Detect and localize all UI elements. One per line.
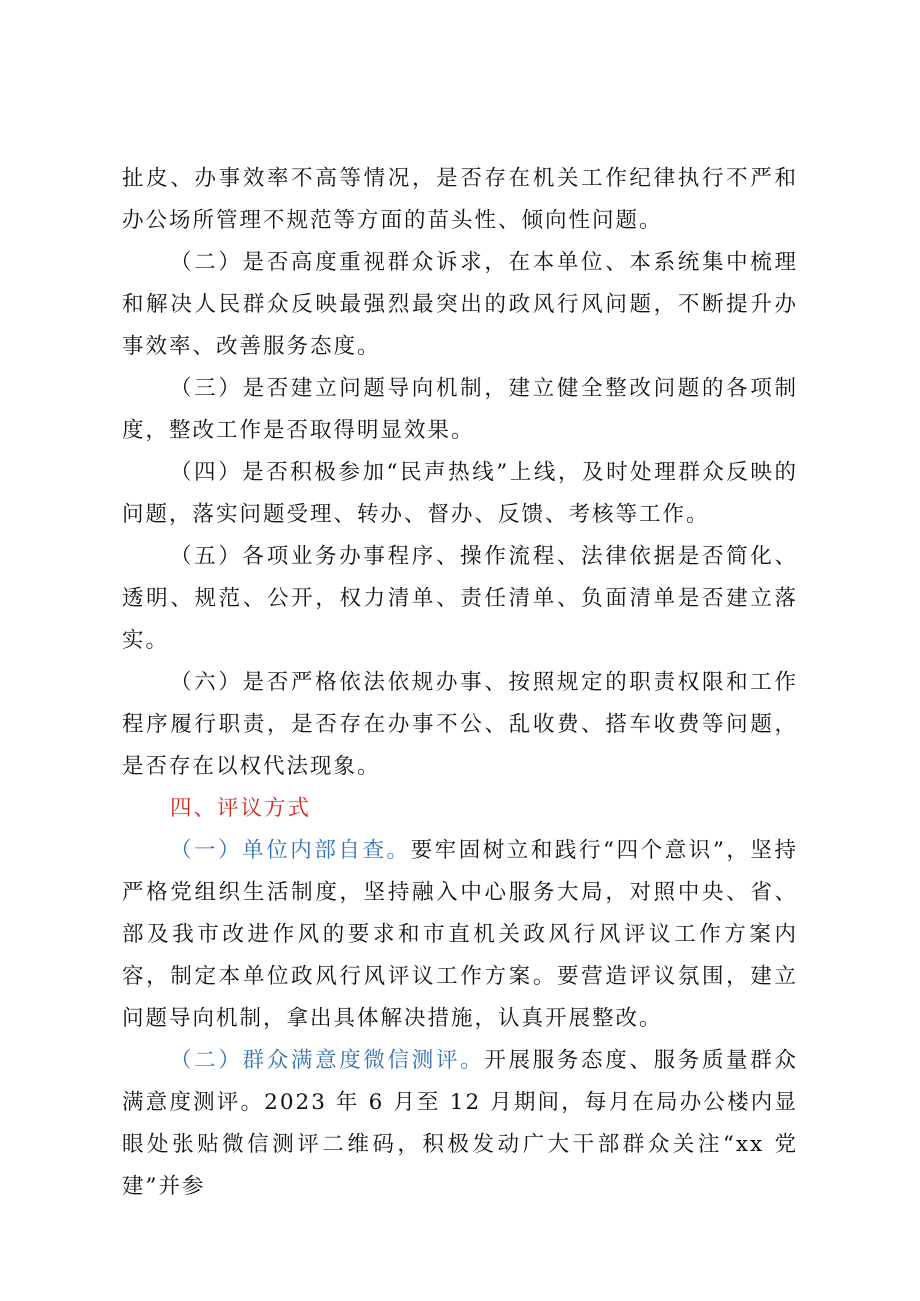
method-2-body: 开展服务态度、服务质量群众满意度测评。2023 年 6 月至 12 月期间，每月在局办公楼内显眼处张贴微信测评二维码，积极发动广大干部群众关注“xx 党建”并参 xyxy=(122,1048,798,1199)
method-2-lead: （二）群众满意度微信测评。 xyxy=(170,1048,485,1073)
paragraph-text: （三）是否建立问题导向机制，建立健全整改问题的各项制度，整改工作是否取得明显效果。 xyxy=(122,376,798,443)
paragraph-text: （五）各项业务办事程序、操作流程、法律依据是否简化、透明、规范、公开，权力清单、责任清单、负面清单是否建立落实。 xyxy=(122,544,798,653)
document-body xyxy=(122,158,798,1208)
paragraph-continuation xyxy=(122,158,798,242)
paragraph-item-6 xyxy=(122,662,798,788)
paragraph-item-5 xyxy=(122,536,798,662)
method-1-body: 要牢固树立和践行“四个意识”，坚持严格党组织生活制度，坚持融入中心服务大局，对照中央、省、部及我市改进作风的要求和市直机关政风行风评议工作方案内容，制定本单位政风行风评议工作方案。要营造评议氛围，建立问题导向机制，拿出具体解决措施，认真开展整改。 xyxy=(122,838,798,1031)
method-1-lead: （一）单位内部自查。 xyxy=(170,838,411,863)
paragraph-item-2 xyxy=(122,242,798,368)
paragraph-text: 扯皮、办事效率不高等情况，是否存在机关工作纪律执行不严和办公场所管理不规范等方面的苗头性、倾向性问题。 xyxy=(122,166,798,233)
paragraph-item-4 xyxy=(122,452,798,536)
paragraph-text: （六）是否严格依法依规办事、按照规定的职责权限和工作程序履行职责，是否存在办事不公、乱收费、搭车收费等问题，是否存在以权代法现象。 xyxy=(122,670,798,779)
paragraph-item-3 xyxy=(122,368,798,452)
paragraph-method-1 xyxy=(122,830,798,1040)
paragraph-text: （二）是否高度重视群众诉求，在本单位、本系统集中梳理和解决人民群众反映最强烈最突出的政风行风问题，不断提升办事效率、改善服务态度。 xyxy=(122,250,798,359)
paragraph-method-2 xyxy=(122,1040,798,1208)
paragraph-text: （四）是否积极参加“民声热线”上线，及时处理群众反映的问题，落实问题受理、转办、督办、反馈、考核等工作。 xyxy=(122,460,798,527)
section-heading: 四、评议方式 xyxy=(170,796,312,821)
